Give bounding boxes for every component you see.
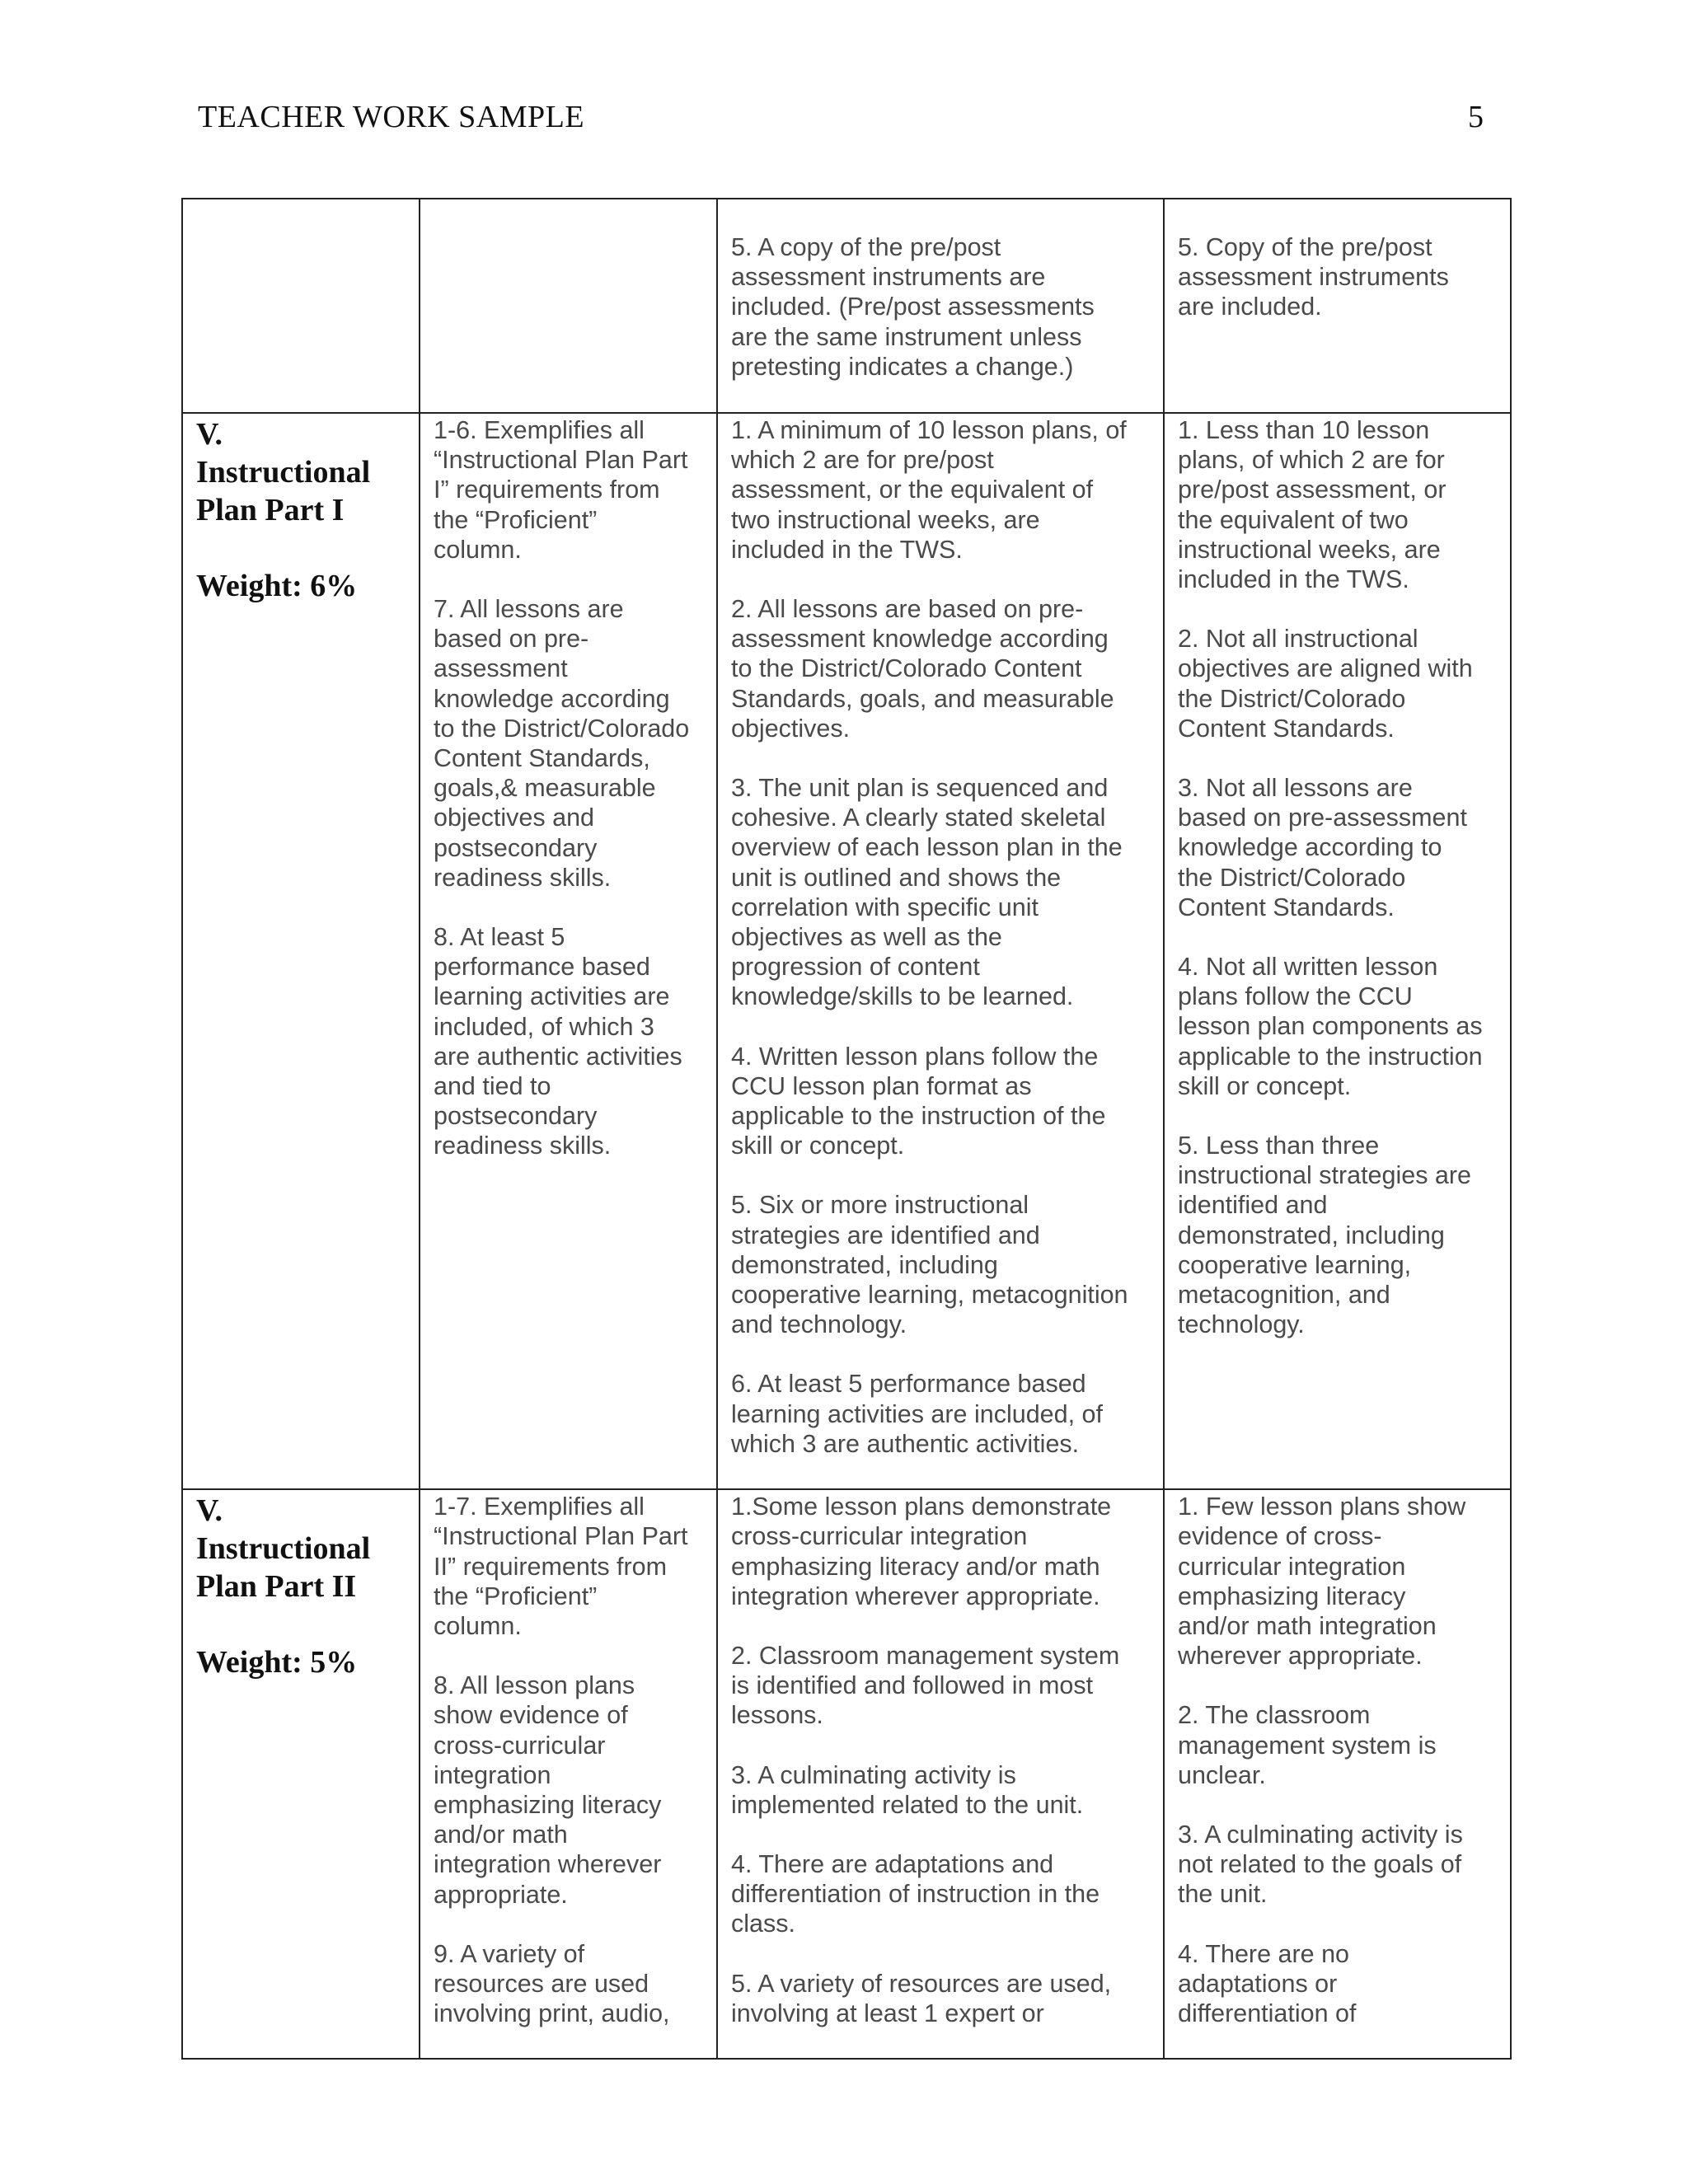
list-item: 1.Some lesson plans demonstrate cross-curricular integration emphasizing literacy and/or math integration wherever appropriate. <box>731 1493 1112 1610</box>
partially-proficient-cell <box>1164 1489 1511 2059</box>
list-item: 5. A variety of resources are used, involving at least 1 expert or <box>731 1969 1112 2027</box>
criteria-list <box>434 1492 703 2028</box>
list-item: 5. Copy of the pre/post assessment instruments are included. <box>1178 233 1449 321</box>
exemplary-cell <box>420 199 717 413</box>
list-item: 2. Classroom management system is identified and followed in most lessons. <box>731 1641 1120 1730</box>
list-item: 3. The unit plan is sequenced and cohesive. A clearly stated skeletal overview of each lesson plan in the unit is outlined and shows the correlation with specific unit objectives as well as the progression of content knowledge/skills to be learned. <box>731 774 1123 1011</box>
list-item: 2. Not all instructional objectives are aligned with the District/Colorado Content Standards. <box>1178 625 1473 743</box>
list-item: 5. Six or more instructional strategies are identified and demonstrated, including cooperative learning, metacognition and technology. <box>731 1191 1128 1339</box>
list-item: 4. Not all written lesson plans follow the CCU lesson plan components as applicable to the instruction skill or concept. <box>1178 953 1483 1100</box>
list-item: 4. Written lesson plans follow the CCU lesson plan format as applicable to the instruction of the skill or concept. <box>731 1042 1106 1160</box>
proficient-cell <box>717 413 1164 1489</box>
rubric-table <box>181 198 1512 2060</box>
list-item: 5. A copy of the pre/post assessment instruments are included. (Pre/post assessments are the same instrument unless pretesting indicates a change.) <box>731 233 1095 381</box>
list-item: 4. There are adaptations and differentiation of instruction in the class. <box>731 1849 1100 1938</box>
page-number: 5 <box>1468 100 1484 134</box>
list-item: 1-7. Exemplifies all “Instructional Plan Part II” requirements from the “Proficient” column. <box>434 1493 688 1640</box>
list-item: 7. All lessons are based on pre- assessment knowledge according to the District/Colorado Content Standards, goals,& measurable objectives and postsecondary readiness skills. <box>434 595 690 892</box>
list-item: 2. All lessons are based on pre- assessment knowledge according to the District/Colorado Content Standards, goals, and measurable objectives. <box>731 595 1114 743</box>
criterion-cell <box>182 199 420 413</box>
table-row <box>182 199 1511 413</box>
criteria-list <box>731 1492 1150 2028</box>
list-item: 1. Few lesson plans show evidence of cross- curricular integration emphasizing literacy and/or math integration wherever appropriate. <box>1178 1493 1466 1671</box>
list-item: 1. A minimum of 10 lesson plans, of which 2 are for pre/post assessment, or the equivalent of two instructional weeks, are included in the TWS. <box>731 416 1127 564</box>
list-item: 4. There are no adaptations or differentiation of <box>1178 1939 1357 2027</box>
list-item: 2. The classroom management system is unclear. <box>1178 1701 1437 1789</box>
table-row <box>182 1489 1511 2059</box>
criteria-list <box>1178 1492 1497 2028</box>
list-item: 8. All lesson plans show evidence of cross-curricular integration emphasizing literacy and/or math integration wherever appropriate. <box>434 1671 662 1909</box>
list-item: 3. A culminating activity is not related to the goals of the unit. <box>1178 1820 1463 1909</box>
list-item: 1-6. Exemplifies all “Instructional Plan Part I” requirements from the “Proficient” column. <box>434 416 688 564</box>
list-item: 1. Less than 10 lesson plans, of which 2 are for pre/post assessment, or the equivalent of two instructional weeks, are included in the TWS. <box>1178 416 1447 594</box>
criterion-weight: Weight: 6% <box>196 569 358 603</box>
criteria-list <box>731 232 1150 382</box>
criterion-title: V. Instructional Plan Part II <box>196 1493 371 1605</box>
partially-proficient-cell <box>1164 413 1511 1489</box>
list-item: 8. At least 5 performance based learning activities are included, of which 3 are authentic activities and tied to postsecondary readiness skills. <box>434 923 682 1160</box>
list-item: 9. A variety of resources are used involving print, audio, <box>434 1939 670 2028</box>
proficient-cell <box>717 199 1164 413</box>
criteria-list <box>1178 232 1497 322</box>
criteria-list <box>434 415 703 1161</box>
table-row <box>182 413 1511 1489</box>
running-head: TEACHER WORK SAMPLE <box>198 100 585 134</box>
list-item: 5. Less than three instructional strategies are identified and demonstrated, including cooperative learning, metacognition, and technology. <box>1178 1132 1472 1339</box>
rubric-table-body <box>182 199 1511 2059</box>
partially-proficient-cell <box>1164 199 1511 413</box>
list-item: 3. A culminating activity is implemented related to the unit. <box>731 1760 1084 1819</box>
criterion-cell <box>182 1489 420 2059</box>
criteria-list <box>1178 415 1497 1339</box>
exemplary-cell <box>420 1489 717 2059</box>
proficient-cell <box>717 1489 1164 2059</box>
criterion-title: V. Instructional Plan Part I <box>196 417 371 527</box>
list-item: 3. Not all lessons are based on pre-assessment knowledge according to the District/Colorado Content Standards. <box>1178 774 1467 921</box>
list-item: 6. At least 5 performance based learning activities are included, of which 3 are authentic activities. <box>731 1370 1103 1458</box>
criterion-weight: Weight: 5% <box>196 1645 358 1680</box>
exemplary-cell <box>420 413 717 1489</box>
criterion-cell <box>182 413 420 1489</box>
criteria-list <box>731 415 1150 1459</box>
